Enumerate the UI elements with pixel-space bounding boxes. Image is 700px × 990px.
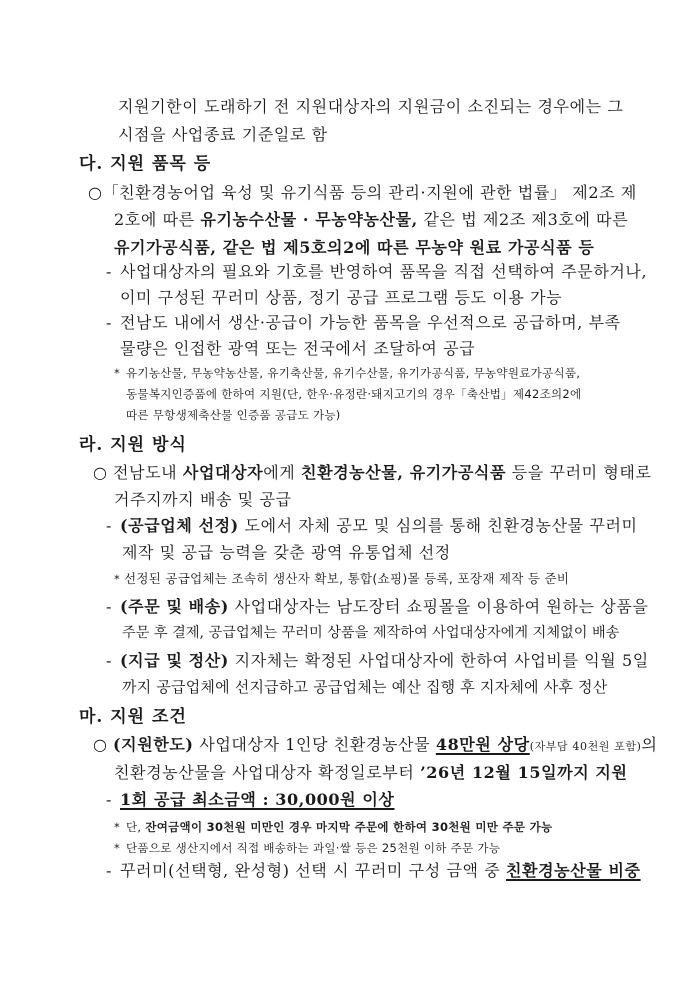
note-ma-2-line-1: * 단품으로 생산지에서 직접 배송하는 과일·쌀 등은 25천원 이하 주문 가능	[114, 841, 501, 855]
bullet-da-line-2: 2호에 따른 유기농수산물 · 무농약농산물, 같은 법 제2조 제3호에 따른	[114, 210, 629, 229]
circle-bullet-icon: ○	[93, 463, 108, 482]
note-da-line-1: * 유기농산물, 무농약농산물, 유기축산물, 유기수산물, 유기가공식품, 무농약원료가공식품,	[114, 366, 581, 380]
note-da-line-3: 따른 무항생제축산물 인증품 공급도 가능)	[126, 408, 341, 422]
dash-ra-3-line-2: 까지 공급업체에 선지급하고 공급업체는 예산 집행 후 지자체에 사후 정산	[122, 678, 608, 696]
bullet-ra-line-1: ○ 전남도내 사업대상자에게 친환경농산물, 유기가공식품 등을 꾸러미 형태로	[93, 463, 652, 482]
dash-da-1-line-1: - 사업대상자의 필요와 기호를 반영하여 품목을 직접 선택하여 주문하거나,	[106, 262, 648, 281]
asterisk-marker: *	[114, 366, 121, 380]
dash-ma-1-line-1: - 1회 공급 최소금액 : 30,000원 이상	[106, 790, 395, 809]
asterisk-marker: *	[114, 841, 121, 855]
dash-marker: -	[106, 651, 113, 670]
asterisk-marker: *	[114, 572, 121, 586]
dash-ra-1-line-1: - (공급업체 선정) 도에서 자체 공모 및 심의를 통해 친환경농산물 꾸러미	[106, 516, 638, 535]
section-heading-ra: 라. 지원 방식	[79, 435, 187, 455]
dash-ma-2-line-1: - 꾸러미(선택형, 완성형) 선택 시 꾸러미 구성 금액 중 친환경농산물 비중	[106, 861, 641, 880]
dash-ra-2-line-1: - (주문 및 배송) 사업대상자는 남도장터 쇼핑몰을 이용하여 원하는 상품을	[106, 597, 649, 616]
bullet-da-line-1: ○「친환경농어업 육성 및 유기식품 등의 관리·지원에 관한 법률」 제2조 제	[88, 183, 637, 202]
dash-da-1-line-2: 이미 구성된 꾸러미 상품, 정기 공급 프로그램 등도 이용 가능	[120, 288, 563, 307]
dash-ra-2-line-2: 주문 후 결제, 공급업체는 꾸러미 상품을 제작하여 사업대상자에게 지체없이 배송	[122, 625, 620, 641]
dash-marker: -	[106, 262, 113, 281]
bullet-ra-line-2: 거주지까지 배송 및 공급	[114, 490, 292, 509]
asterisk-marker: *	[114, 820, 121, 834]
bullet-da-line-3: 유기가공식품, 같은 법 제5호의2에 따른 무농약 원료 가공식품 등	[114, 238, 595, 257]
continuation-line-1: 지원기한이 도래하기 전 지원대상자의 지원금이 소진되는 경우에는 그	[118, 97, 624, 116]
dash-marker: -	[106, 516, 113, 535]
dash-marker: -	[106, 597, 113, 616]
section-heading-ma: 마. 지원 조건	[79, 707, 187, 727]
note-ra-line-1: * 선정된 공급업체는 조속히 생산자 확보, 통합(쇼핑)몰 등록, 포장재 제작 등 준비	[114, 571, 570, 586]
dash-marker: -	[106, 861, 113, 880]
continuation-line-2: 시점을 사업종료 기준일로 함	[118, 125, 328, 144]
dash-da-2-line-1: - 전남도 내에서 생산·공급이 가능한 품목을 우선적으로 공급하며, 부족	[106, 313, 621, 332]
bullet-ma-line-1: ○ (지원한도) 사업대상자 1인당 친환경농산물 48만원 상당(자부담 40천원 포함)의	[93, 735, 658, 754]
section-heading-da: 다. 지원 품목 등	[79, 154, 212, 174]
note-ma-1-line-1: * 단, 잔여금액이 30천원 미만인 경우 마지막 주문에 한하여 30천원 미만 주문 가능	[114, 820, 553, 834]
dash-marker: -	[106, 790, 113, 809]
dash-ra-3-line-1: - (지급 및 정산) 지자체는 확정된 사업대상자에 한하여 사업비를 익월 5일	[106, 651, 649, 670]
dash-ra-1-line-2: 제작 및 공급 능력을 갖춘 광역 유통업체 선정	[122, 543, 451, 562]
dash-da-2-line-2: 물량은 인접한 광역 또는 전국에서 조달하여 공급	[120, 339, 476, 358]
circle-bullet-icon: ○	[88, 183, 103, 202]
dash-marker: -	[106, 313, 113, 332]
note-da-line-2: 동물복지인증품에 한하여 지원(단, 한우·유정란·돼지고기의 경우「축산법」제42조의2에	[126, 387, 582, 401]
bullet-ma-line-2: 친환경농산물을 사업대상자 확정일로부터 ’26년 12월 15일까지 지원	[114, 763, 628, 782]
circle-bullet-icon: ○	[93, 735, 108, 754]
